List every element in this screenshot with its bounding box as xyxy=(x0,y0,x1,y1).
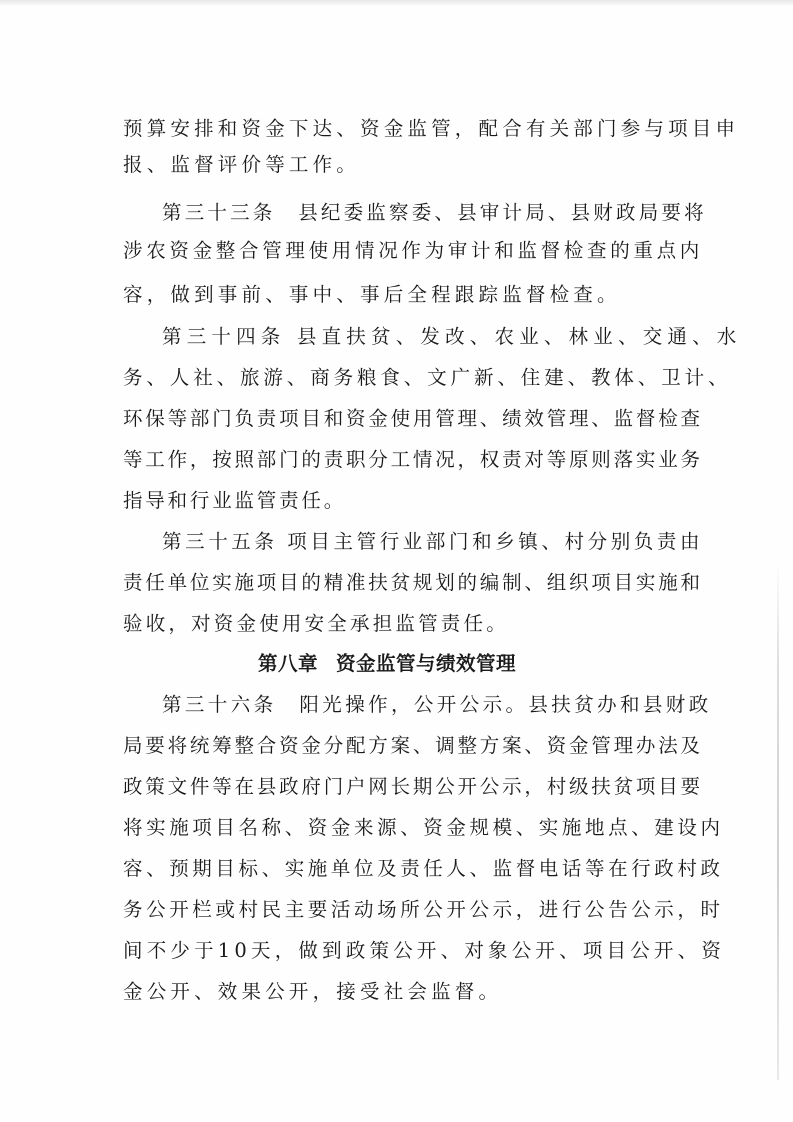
text-line: 局要将统筹整合资金分配方案、调整方案、资金管理办法及 xyxy=(123,734,703,757)
article-36-line: 第三十六条 阳光操作，公开公示。县扶贫办和县财政 xyxy=(162,693,712,716)
text-line: 政策文件等在县政府门户网长期公开公示，村级扶贫项目要 xyxy=(123,775,703,798)
scan-artifact xyxy=(777,560,779,1080)
text-line: 等工作，按照部门的责职分工情况，权责对等原则落实业务 xyxy=(123,448,703,471)
text-line: 容、预期目标、实施单位及责任人、监督电话等在行政村政 xyxy=(123,857,724,880)
text-line: 验收，对资金使用安全承担监管责任。 xyxy=(123,612,509,635)
text-line: 务、人社、旅游、商务粮食、文广新、住建、教体、卫计、 xyxy=(123,366,732,389)
text-line: 责任单位实施项目的精准扶贫规划的编制、组织项目实施和 xyxy=(123,571,703,594)
text-line: 预算安排和资金下达、资金监管，配合有关部门参与项目申 xyxy=(123,117,740,140)
text-line: 间不少于10天，做到政策公开、对象公开、项目公开、资 xyxy=(123,939,726,962)
chapter-title: 资金监管与绩效管理 xyxy=(336,652,517,675)
text-line: 环保等部门负责项目和资金使用管理、绩效管理、监督检查 xyxy=(123,407,703,430)
text-line: 报、监督评价等工作。 xyxy=(123,153,361,176)
text-line: 涉农资金整合管理使用情况作为审计和监督检查的重点内 xyxy=(123,239,704,262)
chapter-heading xyxy=(258,650,516,678)
text-line: 务公开栏或村民主要活动场所公开公示，进行公告公示，时 xyxy=(123,898,724,921)
text-line: 指导和行业监管责任。 xyxy=(123,489,347,512)
article-35-line: 第三十五条 项目主管行业部门和乡镇、村分别负责由 xyxy=(162,530,704,553)
chapter-number: 第八章 xyxy=(258,652,319,675)
article-34-line: 第三十四条 县直扶贫、发改、农业、林业、交通、水 xyxy=(162,325,742,348)
text-line: 金公开、效果公开，接受社会监督。 xyxy=(123,980,503,1003)
scan-edge xyxy=(0,0,793,6)
text-line: 将实施项目名称、资金来源、资金规模、实施地点、建设内 xyxy=(123,816,724,839)
text-line: 容，做到事前、事中、事后全程跟踪监督检查。 xyxy=(123,283,621,306)
article-33-line: 第三十三条 县纪委监察委、县审计局、县财政局要将 xyxy=(162,201,707,224)
